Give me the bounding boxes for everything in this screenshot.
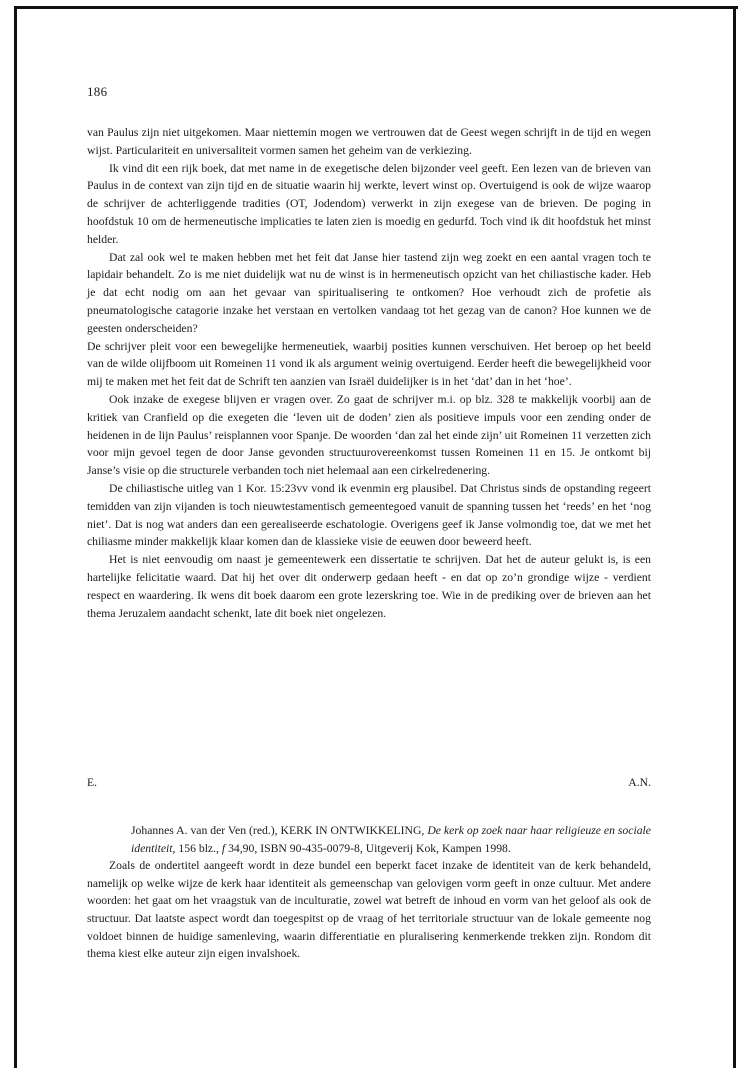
signature-row: [87, 776, 651, 789]
new-review: [87, 822, 651, 963]
signature-author: A.N.: [628, 776, 651, 789]
scan-border-right: [733, 6, 736, 1068]
citation-middle: 156 blz.,: [175, 841, 222, 855]
scan-border-left: [14, 6, 17, 1068]
citation-title: De kerk op zoek naar haar religieuze en sociale identiteit,: [131, 824, 651, 855]
citation-suffix: 34,90, ISBN 90-435-0079-8, Uitgeverij Kok, Kampen 1998.: [225, 841, 511, 855]
scan-border-top: [14, 6, 738, 9]
paragraph: De schrijver pleit voor een bewegelijke hermeneutiek, waarbij posities kunnen verschuiven. Het beroep op het beeld van de wilde olijfboom uit Romeinen 11 vond ik als argument weinig overtuigend. Eerder heeft die bewegelijkheid voor mij te maken met het feit dat de Schrift ten aanzien van Israël duidelijker is in het ‘dat’ dan in het ‘hoe’.: [87, 339, 651, 389]
paragraph: Dat zal ook wel te maken hebben met het feit dat Janse hier tastend zijn weg zoekt en een aantal vragen toch te lapidair behandelt. Zo is me niet duidelijk wat nu de winst is in hermeneutisch opzicht van het chiliastische kader. Heb je dat echt nodig om aan het gevaar van spiritualisering te ontkomen? Hoe verhoudt zich de profetie als pneumatologische catagorie inzake het verstaan en vertolken vandaag tot het gezag van de canon? Hoe kunnen we de geesten onderscheiden?: [87, 250, 651, 335]
paragraph: van Paulus zijn niet uitgekomen. Maar niettemin mogen we vertrouwen dat de Geest wegen schrijft in de tijd en wegen wijst. Particulariteit en universaliteit vormen samen het geheim van de verkiezing.: [87, 126, 651, 157]
signature-place: E.: [87, 776, 98, 789]
citation-prefix: Johannes A. van der Ven (red.), KERK IN ONTWIKKELING,: [131, 824, 428, 837]
review-body-text: [87, 124, 651, 622]
paragraph: De chiliastische uitleg van 1 Kor. 15:23vv vond ik evenmin erg plausibel. Dat Christus sinds de opstanding regeert temidden van zijn vijanden is toch nieuwtestamentisch gemeentegoed vanuit de spanning tussen het ‘reeds’ en het ‘nog niet’. Dat is nog wat anders dan een gerealiseerde eschatologie. Overigens geef ik Janse volmondig toe, dat we met het chiliasme minder makkelijk klaar komen dan de klassieke visie de eeuwen door beweerd heeft.: [87, 481, 651, 549]
paragraph: Ook inzake de exegese blijven er vragen over. Zo gaat de schrijver m.i. op blz. 328 te makkelijk voorbij aan de kritiek van Cranfield op die exegeten die ‘leven uit de doden’ zien als positieve impuls voor een zending onder de heidenen in de lijn Paulus’ reisplannen voor Spanje. De woorden ‘dan zal het einde zijn’ uit Romeinen 11 verzetten zich voor mijn gevoel tegen de door Janse gevonden structuurovereenkomst tussen Romeinen 11 en 15. Je ontkomt bij Janse’s visie op die structurele verbanden toch niet helemaal aan een cirkelredenering.: [87, 392, 651, 478]
book-citation: [131, 822, 651, 857]
page-number: 186: [87, 84, 108, 99]
citation-currency: f: [221, 841, 226, 855]
paragraph: Het is niet eenvoudig om naast je gemeentewerk een dissertatie te schrijven. Dat het de auteur gelukt is, is een hartelijke felicitatie waard. Dat hij het over dit onderwerp gedaan heeft - en dat op zo’n grondige wijze - verdient respect en waardering. Ik wens dit boek daarom een grote lezerskring toe. Wie in de prediking over de brieven aan het thema Jeruzalem aandacht schenkt, late dit boek niet ongelezen.: [87, 553, 651, 620]
review-paragraph: Zoals de ondertitel aangeeft wordt in deze bundel een beperkt facet inzake de identiteit van de kerk behandeld, namelijk op welke wijze de kerk haar identiteit als gemeenschap van gelovigen vorm geeft in onze cultuur. Met andere woorden: het gaat om het vraagstuk van de inculturatie, zowel wat betreft de inhoud en vorm van het geloof als ook de structuur. Dat laatste aspect wordt dan toegespitst op de vraag of het territoriale structuur van de lokale gemeente nog voldoet binnen de huidige samenleving, waarin differentiatie en pluralisering kenmerkende trekken zijn. Rondom dit thema kiest elke auteur zijn eigen invalshoek.: [87, 859, 651, 961]
paragraph: Ik vind dit een rijk boek, dat met name in de exegetische delen bijzonder veel geeft. Een lezen van de brieven van Paulus in de context van zijn tijd en de situatie waarin hij werkte, levert winst op. Overtuigend is ook de wijze waarop de schrijver de achterliggende tradities (OT, Jodendom) verwerkt in zijn exegese van de brieven. De poging in hoofdstuk 10 om de hermeneutische implicaties te laten zien is moedig en gedurfd. Toch vind ik dit hoofdstuk het minst helder.: [87, 161, 651, 246]
